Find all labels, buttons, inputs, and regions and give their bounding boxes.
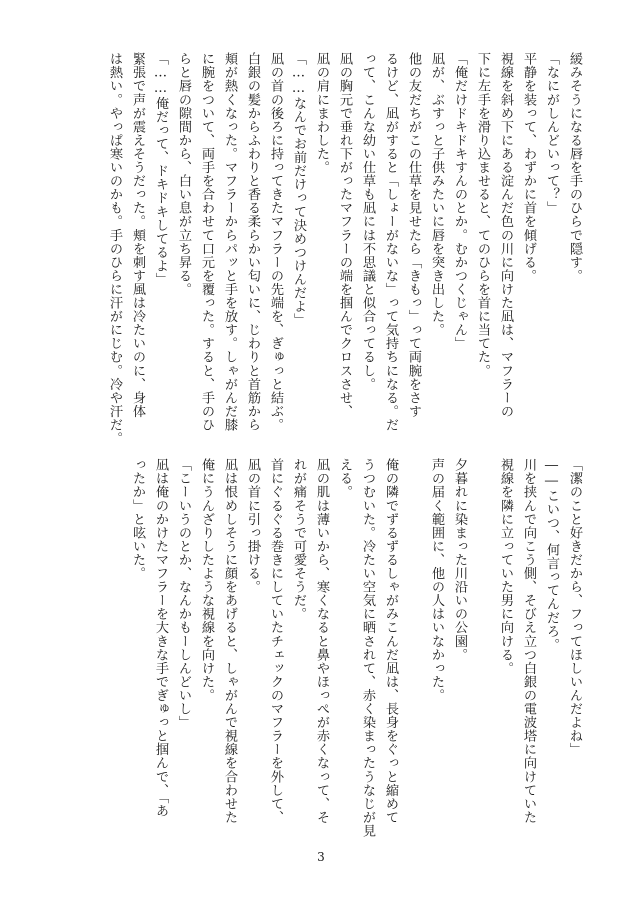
text-line: 視線を斜め下にある淀んだ色の川に向けた凪は、マフラーの — [498, 52, 513, 418]
text-line: 凪の首の後ろに持ってきたマフラーの先端を、ぎゅっと結ぶ。 — [268, 52, 283, 432]
text-line: 「……俺だって、ドキドキしてるよ」 — [153, 52, 168, 286]
text-line: 白銀の髪からふわりと香る柔らかい匂いに、じわりと首筋から — [245, 52, 260, 432]
text-line: 夕暮れに染まった川沿いの公園。 — [452, 458, 467, 662]
text-line: 下に左手を滑り込ませると、てのひらを首に当てた。 — [475, 52, 490, 378]
text-line: 「潔のこと好きだから、フってほしいんだよね」 — [567, 458, 582, 757]
text-line: 俺にうんざりしたような視線を向けた。 — [199, 458, 214, 702]
text-line: 頬が熱くなった。マフラーからパッと手を放す。しゃがんだ膝 — [222, 52, 237, 432]
text-line: 「こーいうのとか、なんかもーしんどいし」 — [176, 458, 191, 729]
text-line: 俺の隣でずるずるしゃがみこんだ凪は、長身をぐっと縮めて — [383, 458, 398, 824]
text-line: 緊張で声が震えそうだった。頬を刺す風は冷たいのに、身体 — [130, 52, 145, 418]
text-line: 凪は恨めしそうに顔をあげると、しゃがんで視線を合わせた — [222, 458, 237, 824]
text-line: ――こいつ、何言ってんだろ。 — [544, 458, 559, 652]
text-line: 緩みそうになる唇を手のひらで隠す。 — [567, 52, 582, 283]
text-line: 首にぐるぐる巻きにしていたチェックのマフラーを外して、 — [268, 458, 283, 824]
text-line: 声の届く範囲に、他の人はいなかった。 — [429, 458, 444, 702]
text-line: に腕をついて、両手を合わせて口元を覆った。すると、手のひ — [199, 52, 214, 432]
text-column-block-upper-right — [103, 52, 586, 445]
text-line: 「俺だけドキドキすんのとか。むかつくじゃん」 — [452, 52, 467, 351]
text-line: ったか」と呟いた。 — [130, 458, 145, 580]
text-line: 川を挟んで向こう側、そびえ立つ白銀の電波塔に向けていた — [521, 458, 536, 824]
paragraph-gap — [471, 458, 494, 808]
text-line: 他の友だちがこの仕草を見せたら「きもっ」って両腕をさす — [406, 52, 421, 418]
text-line: える。 — [337, 458, 352, 499]
text-line: って、こんな幼い仕草も凪には不思議と似合ってるし。 — [360, 52, 375, 391]
text-line: るけど、凪がすると「しょーがないな」って気持ちになる。だ — [383, 52, 398, 432]
text-column-block-lower-right — [126, 458, 586, 838]
text-line: 「なにがしんどいって？」 — [544, 52, 559, 215]
text-line: 凪の首に引っ掛ける。 — [245, 458, 260, 594]
text-line: れが痛そうで可愛そうだ。 — [291, 458, 306, 621]
paragraph-gap — [402, 458, 425, 808]
text-line: 凪の肌は薄いから、寒くなると鼻やほっぺが赤くなって、そ — [314, 458, 329, 824]
text-line: うつむいた。冷たい空気に晒されて、赤く染まったうなじが見 — [360, 458, 375, 838]
text-line: 視線を隣に立っていた男に向ける。 — [498, 458, 513, 675]
text-line: は熱い。やっぱ寒いのかも。手のひらに汗がにじむ。冷や汗だ。 — [107, 52, 122, 445]
text-line: 平静を装って、わずかに首を傾げる。 — [521, 52, 536, 283]
page-number: 3 — [317, 850, 325, 864]
text-line: 「……なんでお前だけって決めつけんだよ」 — [291, 52, 306, 327]
text-line: 凪が、ぶすっと子供みたいに唇を突き出した。 — [429, 52, 444, 337]
text-line: 凪は俺のかけたマフラーを大きな手でぎゅっと掴んで、「あ — [153, 458, 168, 818]
text-line: 凪の肩にまわした。 — [314, 52, 329, 174]
text-line: 凪の胸元で垂れ下がったマフラーの端を掴んでクロスさせ、 — [337, 52, 352, 418]
text-line: らと唇の隙間から、白い息が立ち昇る。 — [176, 52, 191, 296]
